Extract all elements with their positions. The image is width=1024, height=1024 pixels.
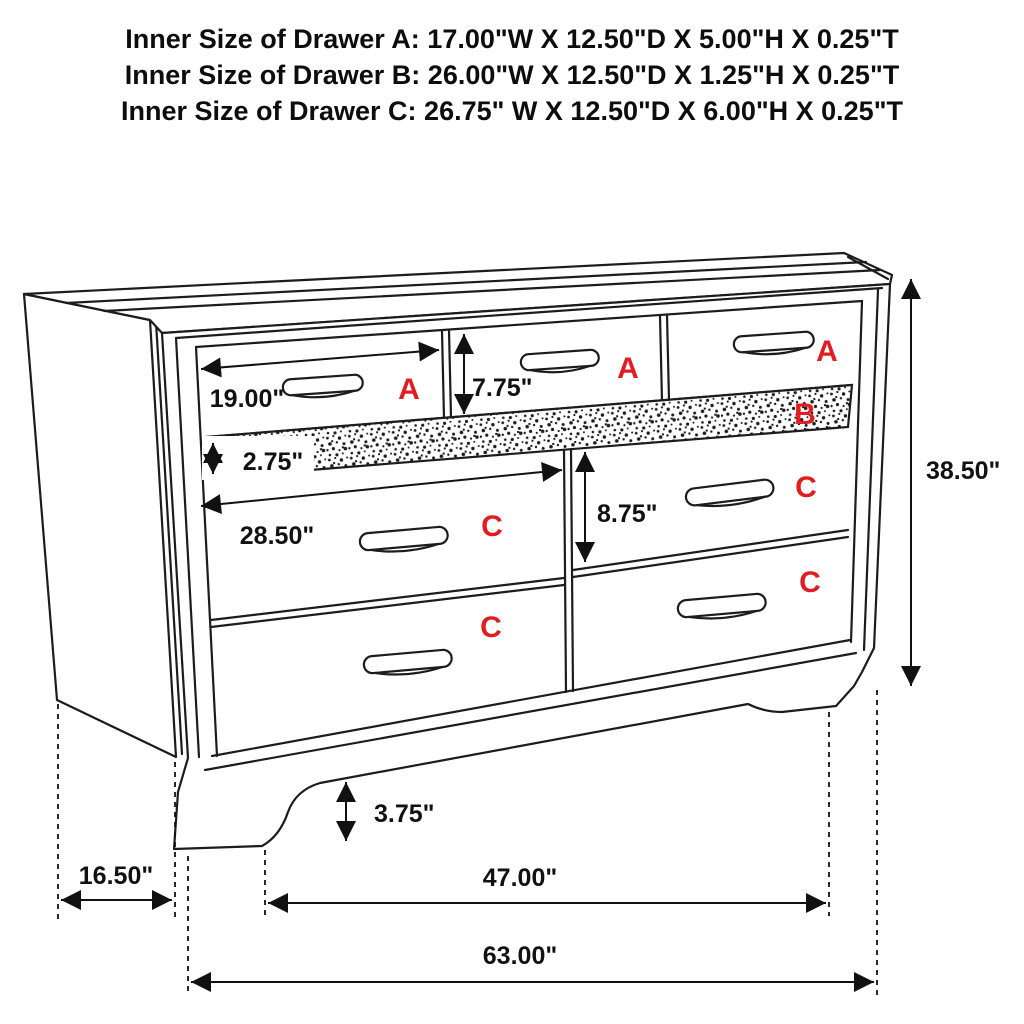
drawer-c2-letter: C bbox=[795, 471, 817, 504]
dim-label-47-00: 47.00" bbox=[482, 864, 558, 892]
header-line-drawer-b: Inner Size of Drawer B: 26.00"W X 12.50"D X 1.25"H X 0.25"T bbox=[124, 60, 900, 90]
dimension-strip-b-height bbox=[202, 436, 314, 480]
dim-label-19-00: 19.00" bbox=[209, 385, 285, 413]
dim-label-28-50: 28.50" bbox=[239, 522, 315, 550]
drawer-a1-letter: A bbox=[398, 373, 420, 406]
dresser-drawing bbox=[24, 253, 892, 849]
dim-label-7-75: 7.75" bbox=[472, 374, 533, 402]
dimension-side-depth bbox=[61, 862, 172, 900]
drawer-c4-letter: C bbox=[799, 566, 821, 599]
strip-b-letter: B bbox=[794, 398, 816, 431]
dim-label-16-50: 16.50" bbox=[78, 862, 154, 890]
dim-label-2-75: 2.75" bbox=[242, 448, 304, 476]
dimension-total-height bbox=[911, 279, 1000, 686]
dim-label-3-75: 3.75" bbox=[374, 800, 435, 828]
header-line-drawer-a: Inner Size of Drawer A: 17.00"W X 12.50"D X 5.00"H X 0.25"T bbox=[125, 24, 899, 54]
dim-label-8-75: 8.75" bbox=[597, 500, 658, 528]
side-panel bbox=[24, 294, 182, 757]
drawer-c1-letter: C bbox=[481, 510, 503, 543]
dim-label-38-50: 38.50" bbox=[926, 457, 1001, 485]
drawer-a3-letter: A bbox=[816, 335, 838, 368]
dimension-total-width bbox=[191, 942, 874, 982]
dim-label-63-00: 63.00" bbox=[482, 942, 558, 970]
drawer-a2-letter: A bbox=[617, 352, 639, 385]
dimension-feet-span bbox=[268, 864, 826, 903]
header-line-drawer-c: Inner Size of Drawer C: 26.75" W X 12.50"D X 6.00"H X 0.25"T bbox=[120, 96, 903, 126]
dimension-foot-height bbox=[346, 782, 435, 841]
drawer-c3-letter: C bbox=[480, 611, 502, 644]
